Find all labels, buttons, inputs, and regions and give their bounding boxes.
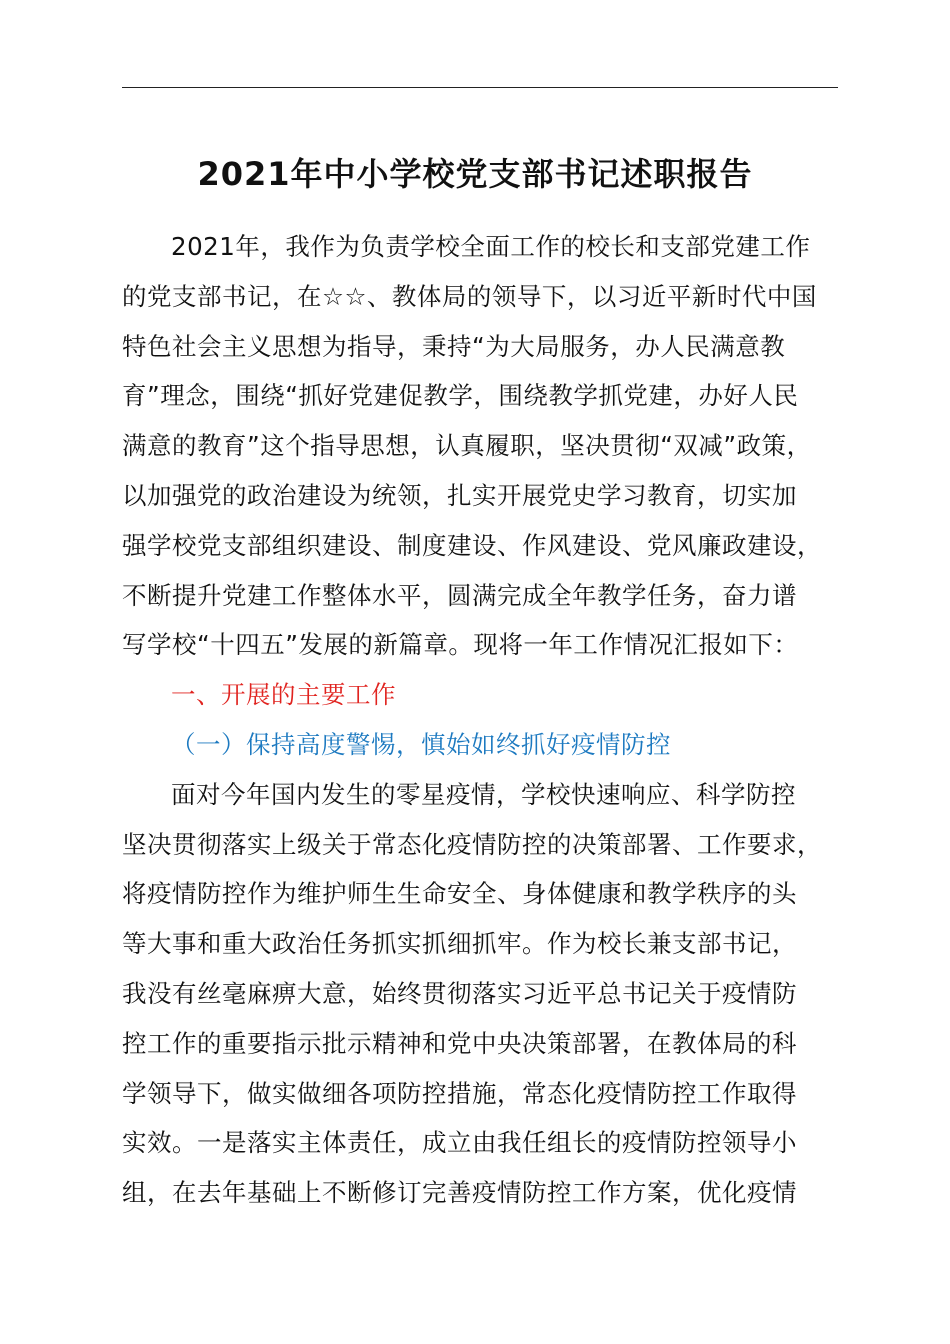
header-rule [122,87,838,88]
paragraph-line: 我没有丝毫麻痹大意，始终贯彻落实习近平总书记关于疫情防 [122,978,797,1008]
section-heading: 一、开展的主要工作 [171,680,396,710]
paragraph-line: 育”理念，围绕“抓好党建促教学，围绕教学抓党建，办好人民 [122,381,799,411]
paragraph-line: 等大事和重大政治任务抓实抓细抓牢。作为校长兼支部书记， [122,929,797,959]
paragraph-line: 实效。一是落实主体责任，成立由我任组长的疫情防控领导小 [122,1128,797,1158]
paragraph-line: 满意的教育”这个指导思想，认真履职，坚决贯彻“双减”政策， [122,431,812,461]
subsection-heading: （一）保持高度警惕，慎始如终抓好疫情防控 [171,729,671,759]
paragraph-line: 的党支部书记，在☆☆、教体局的领导下，以习近平新时代中国 [122,281,817,311]
paragraph-line: 不断提升党建工作整体水平，圆满完成全年教学任务，奋力谱 [122,580,797,610]
paragraph-line: 面对今年国内发生的零星疫情，学校快速响应、科学防控 [171,779,796,809]
paragraph-line: 学领导下，做实做细各项防控措施，常态化疫情防控工作取得 [122,1078,797,1108]
paragraph-line: 将疫情防控作为维护师生生命安全、身体健康和教学秩序的头 [122,879,797,909]
paragraph-line: 2021年，我作为负责学校全面工作的校长和支部党建工作 [171,232,811,261]
paragraph-line: 坚决贯彻落实上级关于常态化疫情防控的决策部署、工作要求， [122,829,822,859]
paragraph-line: 强学校党支部组织建设、制度建设、作风建设、党风廉政建设， [122,530,822,560]
paragraph-line: 控工作的重要指示批示精神和党中央决策部署，在教体局的科 [122,1028,797,1058]
paragraph-line: 以加强党的政治建设为统领，扎实开展党史学习教育，切实加 [122,480,797,510]
paragraph-line: 特色社会主义思想为指导，秉持“为大局服务，办人民满意教 [122,331,786,361]
paragraph-line: 写学校“十四五”发展的新篇章。现将一年工作情况汇报如下： [122,630,799,660]
paragraph-line: 组，在去年基础上不断修订完善疫情防控工作方案，优化疫情 [122,1178,797,1208]
document-title: 2021年中小学校党支部书记述职报告 [197,155,753,193]
document-body [122,222,842,1218]
